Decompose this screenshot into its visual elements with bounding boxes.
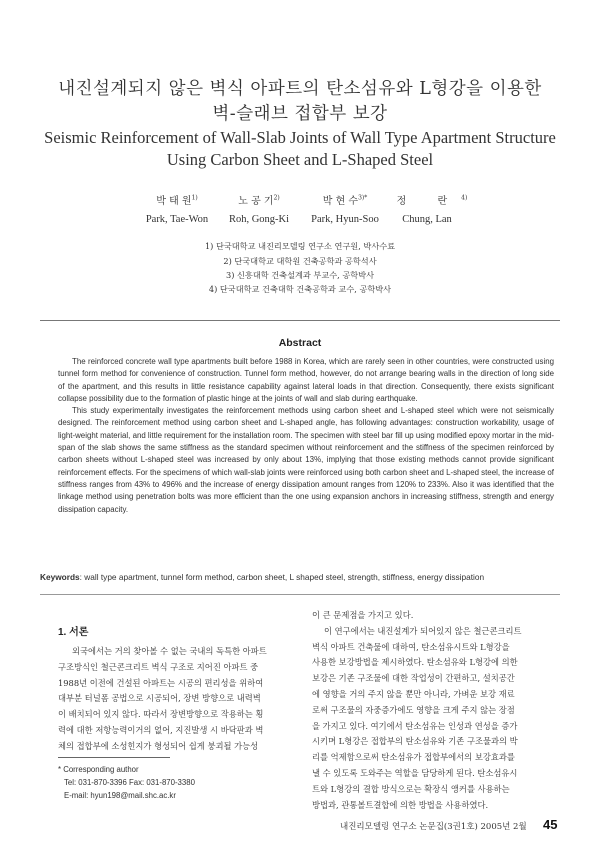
- affiliation-2: 2) 단국대학교 대학원 건축공학과 공학석사: [223, 256, 377, 266]
- left-line: 이 배치되어 있지 않다. 따라서 장변방향으로 작용하는 횡: [58, 709, 264, 720]
- left-line: 외국에서는 거의 찾아볼 수 없는 국내의 독특한 아파트: [72, 646, 267, 656]
- abstract-heading: Abstract: [278, 337, 322, 349]
- title-korean-line2: 벽-슬래브 접합부 보강: [212, 104, 388, 124]
- right-line: 시키며 L형강은 접합부의 탄소섬유와 기존 구조물과의 박: [312, 736, 518, 747]
- affiliation-3: 3) 신흥대학 건축설계과 부교수, 공학박사: [226, 270, 374, 280]
- journal-footer: 내진리모델링 연구소 논문집(3권1호) 2005년 2월: [340, 822, 527, 832]
- right-line: 이 연구에서는 내진설계가 되어있지 않은 철근콘크리트: [324, 625, 522, 636]
- right-line: 에 영향을 거의 주지 않을 뿐만 아니라, 가벼운 보강 재료: [312, 688, 515, 699]
- right-line: 트와 L형강의 결합 방식으로는 확장식 앵커를 사용하는: [312, 783, 510, 794]
- keywords: [40, 572, 560, 582]
- footnote-corresponding: * Corresponding author: [58, 765, 139, 774]
- author-3-ko: 박 현 수$^{3)*}$: [322, 194, 368, 207]
- author-1-ko: 박 태 원$^{1)}$: [156, 194, 198, 207]
- title-korean-line1: 내진설계되지 않은 벽식 아파트의 탄소섬유와 L형강을 이용한: [58, 79, 542, 99]
- left-line: 체의 접합부에 소성힌지가 형성되어 쉽게 붕괴될 가능성: [58, 740, 259, 751]
- footnote-email: E-mail: hyun198@mail.shc.ac.kr: [64, 791, 176, 800]
- page-number: 45: [543, 817, 558, 832]
- abstract-paragraph-1: The reinforced concrete wall type apartments built before 1988 in Korea, which are rarely seen in other countries, were constructed using tunnel form method for convenience of construction. Tunnel form method, however, do not arrange bearing walls in the direction of long side of the apartment, and this results in little resistance capability against lateral loads in that direction. Consequently, there exists significant collapse possibility due to the formation of plastic hinge at the joints of wall and slab during earthquake.: [58, 357, 554, 403]
- right-line: 사용한 보강방법을 제시하였다. 탄소섬유와 L형강에 의한: [312, 657, 518, 668]
- left-line: 구조방식인 철근콘크리트 벽식 구조로 지어진 아파트 중: [58, 661, 259, 672]
- author-2-en: Roh, Gong-Ki: [228, 214, 290, 225]
- author-4-en: Chung, Lan: [402, 214, 452, 225]
- left-line: 력에 대한 저항능력이거의 없어, 지진발생 시 바닥판과 벽: [58, 724, 264, 735]
- author-4-ko: 정 란$^{4)}$: [396, 194, 468, 207]
- right-line: 리를 억제함으로써 탄소섬유가 접합부에서의 보강효과를: [312, 752, 515, 763]
- left-line: 대부분 터널폼 공법으로 시공되어, 장변 방향으로 내력벽: [58, 693, 261, 704]
- footnote-rule: [58, 757, 170, 758]
- title-english-line2: Using Carbon Sheet and L-Shaped Steel: [166, 150, 434, 169]
- author-3-en: Park, Hyun-Soo: [311, 214, 379, 225]
- abstract-body: [58, 356, 554, 516]
- footnote-phone: Tel: 031-870-3396 Fax: 031-870-3380: [64, 778, 195, 787]
- left-line: 1988년 이전에 건설된 아파트는 시공의 편리성을 위하여: [58, 677, 264, 688]
- section-heading: 1. 서론: [58, 627, 89, 638]
- affiliation-1: 1) 단국대학교 내진리모델링 연구소 연구원, 박사수료: [204, 241, 396, 251]
- right-column: [312, 608, 548, 813]
- right-line: 낼 수 있도록 도와주는 역할을 담당하게 된다. 탄소섬유시: [312, 767, 518, 778]
- keywords-text: : wall type apartment, tunnel form method, carbon sheet, L shaped steel, strength, stiffness, energy dissipation: [79, 572, 485, 582]
- author-1-en: Park, Tae-Won: [145, 214, 209, 225]
- right-line: 방법과, 관통볼트결합에 의한 방법을 사용하였다.: [312, 799, 489, 810]
- header-divider: [40, 320, 560, 321]
- affiliation-4: 4) 단국대학교 건축대학 건축공학과 교수, 공학박사: [208, 284, 392, 294]
- right-line: 로써 구조물의 자중증가에도 영향을 크게 주지 않는 장점: [312, 704, 515, 715]
- keywords-label: Keywords: [40, 572, 80, 582]
- right-line: 이 큰 문제점을 가지고 있다.: [312, 610, 414, 620]
- keywords-divider: [40, 594, 560, 595]
- title-english-line1: Seismic Reinforcement of Wall-Slab Joints of Wall Type Apartment Structure: [44, 128, 556, 147]
- footnote: [58, 763, 195, 802]
- author-2-ko: 노 공 기$^{2)}$: [238, 194, 280, 207]
- right-line: 보강은 기존 구조물에 대한 작업성이 간편하고, 설치공간: [312, 673, 515, 684]
- right-line: 벽식 아파트 건축물에 대하여, 탄소섬유시트와 L형강을: [312, 641, 510, 652]
- abstract-paragraph-2: This study experimentally investigates the reinforcement methods using carbon sheet and L-shaped steel which were not seismically designed. The reinforcement method using carbon sheet and L-shaped angle, has following advantages: construction workability, usage of light-weight material, and little requirement for the installation room. The specimen with steel bar fill up using modified epoxy mortar in the mid-span of the slab shows the same stiffness as the standard specimen without reinforcement and the stiffness of the specimen reinforced by carbon sheets without L-shaped steel was increased by only about 13%, implying that those existing methods cannot provide significant reinforcement effects. For the specimens of which wall-slab joints were reinforced using both carbon sheet and L-shaped steel, the increase of stiffness ranges from 43% to 496% and the increase of energy dissipation amount ranges from 120% to 233%. Also it was identified that the linkage method using penetration bolts was more efficient than the one using expansion anchors in increasing stiffness, strength and energy dissipation capacity.: [58, 406, 554, 514]
- left-column: [58, 644, 288, 755]
- right-line: 을 가지고 있다. 여기에서 탄소섬유는 인성과 연성을 증가: [312, 720, 518, 731]
